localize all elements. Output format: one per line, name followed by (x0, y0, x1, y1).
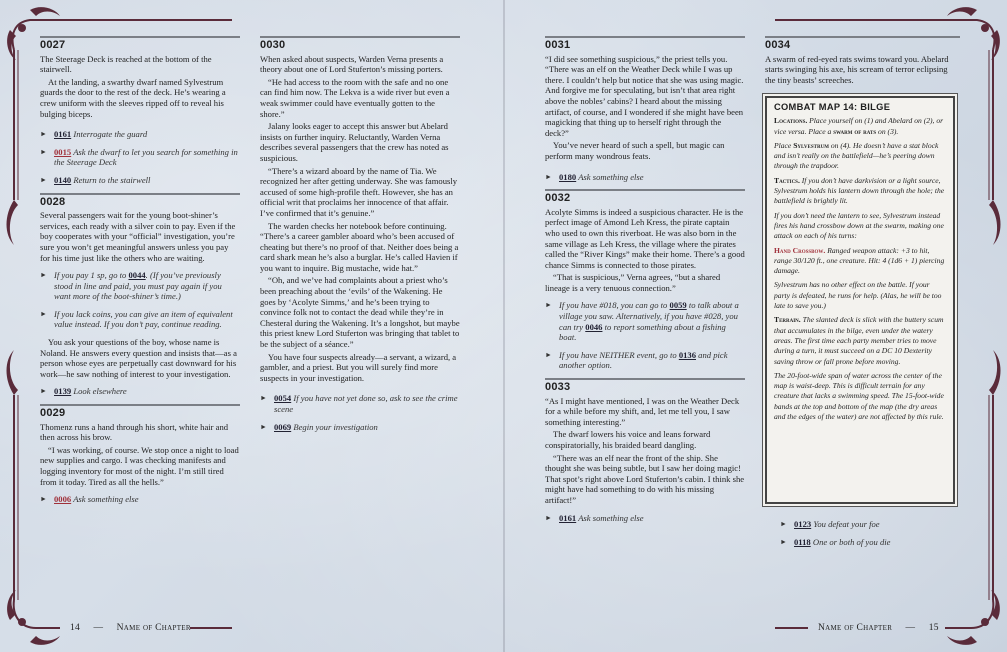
text: Place yourself on (1) and Abelard on (2), or vice versa. Place a (774, 116, 944, 136)
option-text: If you have NEITHER event, go to (559, 349, 677, 360)
option-text: If you have #018, you can go to (559, 300, 668, 311)
paragraph: Thomenz runs a hand through his short, white hair and then across his brow. (40, 421, 229, 443)
entry-header (765, 36, 960, 51)
arrow-icon: ► (40, 387, 47, 396)
entry-number: 0030 (260, 39, 286, 51)
option-ref[interactable]: 0140 (54, 174, 72, 185)
option-text: Look elsewhere (73, 386, 127, 397)
paragraph: The warden checks her notebook before continuing. “There’s a career gambler aboard who’s been accused of cheating but there’s no proof of that. Neither does being a card shark mean he’s also a burglar. He’s called Havien if you want to inquire. Big mustache, wide hat.” (260, 220, 459, 273)
option-text: Begin your investigation (293, 421, 378, 432)
paragraph: You have four suspects already—a servant, a wizard, a gambler, and a priest. But you will surely find more suspects in your investigation. (260, 351, 457, 383)
footer-right: Name of Chapter — 15 (818, 623, 939, 633)
option-link[interactable] (545, 350, 745, 371)
column-right-2 (765, 32, 960, 87)
arrow-icon: ► (40, 271, 47, 280)
option-text: Ask the dwarf to let you search for something in the Steerage Deck (54, 146, 238, 168)
label: Terrain. (774, 315, 801, 325)
text: on (4). He doesn’t have a stat block and isn’t really on the battlefield—he’s peering down through the trapdoor. (774, 140, 939, 171)
paragraph: “I was working, of course. We stop once a night to load new supplies and cargo. I was checking manifests and logging inventory for most of the night. I’m still tired from it today. Tired as all the hells.” (40, 444, 239, 487)
option-link[interactable] (40, 494, 240, 505)
option-ref[interactable]: 0123 (794, 519, 812, 529)
column-right-1 (545, 32, 745, 530)
label: swarm of rats (833, 126, 877, 136)
option-ref[interactable]: 0161 (54, 129, 72, 140)
entry-0034 (765, 36, 960, 85)
option-link[interactable] (545, 172, 745, 183)
option-text: Interrogate the guard (73, 129, 148, 140)
combat-terrain (774, 315, 946, 366)
paragraph: “I did see something suspicious,” the priest tells you. “There was an elf on the Weather Deck while I was up there. I couldn’t help but notice that she was using magic. And forgive me for speculating, but isn’t that area right above the nobles’ cabins? I heard about the missing artifact, of course, and I wondered if she might have been magicking that thing up to herself right through the deck?” (545, 53, 744, 138)
option-ref[interactable]: 0118 (794, 536, 811, 547)
option-link[interactable] (40, 175, 240, 186)
paragraph: “That is suspicious,” Verna agrees, “but a shared lineage is a very tenuous connection.” (545, 272, 721, 293)
option-text: If you pay 1 sp, go to (54, 270, 127, 281)
arrow-icon: ► (40, 309, 47, 318)
arrow-icon: ► (545, 513, 552, 522)
option-text: to report something about a fishing boat. (559, 321, 726, 343)
option-note (40, 309, 240, 330)
arrow-icon: ► (40, 495, 47, 504)
paragraph: You ask your questions of the boy, whose name is Noland. He answers every question and insists that—as a person whose eyes are perpetually cast downward for his work—he saw nothing of interest to your investigation. (40, 337, 237, 379)
label: Sylvestrum (793, 140, 829, 150)
text: Place (774, 140, 792, 150)
option-text: to talk about a village you saw. Alternatively, if you have #028, you can try (559, 300, 739, 332)
paragraph: “There was an elf near the front of the ship. She thought she was being subtle, but I saw her doing magic! That spot’s right above Lord Stuferton’s cabin. I think she might have had something to do with his missing artifact!” (545, 452, 745, 505)
text: The 20-foot-wide span of water across the center of the map is waist-deep. This is difficult terrain for any creature that lacks a swimming speed. The 15-foot-wide bands at the top and bottom of the map (the dry areas and the edges of the water) are not affected by this rule. (774, 370, 944, 422)
column-right-2-options (780, 512, 960, 554)
entry-number: 0032 (545, 192, 571, 205)
arrow-icon: ► (260, 394, 267, 403)
paragraph: A swarm of red-eyed rats swims toward you. Abelard starts swinging his axe, his scream of terror eclipsing the tiny beasts’ screeches. (765, 53, 949, 85)
arrow-icon: ► (780, 537, 787, 546)
combat-sylvestrum (774, 141, 946, 172)
option-ref[interactable]: 0180 (559, 171, 577, 182)
paragraph: “Oh, and we’ve had complaints about a priest who’s been preaching about the ‘evils’ of the Wakening. He goes by ‘Acolyte Simms,’ and he’s been trying to convince folk not to contact the dead while they’re in Chesteral during the Wakening. It’s a longshot, but maybe this priest knew Lord Stuferton was bringing that tablet to be the subject of a séance.” (260, 275, 460, 350)
option-ref[interactable]: 0015 (54, 146, 72, 157)
paragraph: The Steerage Deck is reached at the bottom of the stairwell. (40, 53, 212, 75)
entry-0033 (545, 378, 745, 523)
option-text: You defeat your foe (813, 519, 880, 529)
label: Hand Crossbow. (774, 245, 826, 255)
combat-tactics (774, 176, 946, 207)
option-link[interactable] (545, 513, 745, 524)
option-ref[interactable]: 0136 (678, 349, 696, 360)
option-ref[interactable]: 0006 (54, 494, 72, 505)
entry-0028 (40, 193, 240, 398)
option-link[interactable] (780, 537, 960, 548)
option-text: Ask something else (578, 171, 644, 182)
combat-tactics-2 (774, 211, 946, 242)
paragraph: At the landing, a swarthy dwarf named Sylvestrum guards the door to the rest of the deck. He’s wearing a crew uniform with the sleeves ripped off to reveal his bulging biceps. (40, 76, 226, 119)
arrow-icon: ► (40, 175, 47, 184)
arrow-icon: ► (260, 422, 267, 431)
option-text: Return to the stairwell (73, 174, 151, 185)
paragraph: Jalany looks eager to accept this answer but Abelard insists on further inquiry. Reluctantly, Warden Verna describes several passengers that the crew has noted as suspicious. (260, 121, 449, 163)
column-left-2 (260, 32, 460, 439)
option-link[interactable] (780, 519, 960, 530)
text: Ranged weapon attack: +3 to hit, range 30/120 ft., one creature. Hit: 4 (1d6 + 1) piercing damage. (774, 245, 945, 276)
label: Tactics. (774, 175, 800, 185)
label: Locations. (774, 116, 808, 126)
paragraph: Several passengers wait for the young boot-shiner’s services, each ready with a silver coin to pay. Even if the boy cooperates with your “official” investigation, you’re sure you won’t get meaningful answers unless you pay for his time just like the others who are waiting. (40, 210, 236, 263)
text: The slanted deck is slick with the buttery scum that accumulates in the bilge, even under the watery areas. The first time each party member tries to move during a turn, it must succeed on a DC 10 Dexterity saving throw or fall prone before moving. (774, 315, 944, 366)
entry-number: 0033 (545, 381, 571, 394)
paragraph: “As I might have mentioned, I was on the Weather Deck for a while before my shift, and, let me tell you, I saw something interesting.” (545, 395, 740, 427)
entry-number: 0027 (40, 39, 66, 51)
arrow-icon: ► (780, 520, 787, 528)
paragraph: You’ve never heard of such a spell, but magic can perform many wondrous feats. (545, 140, 725, 161)
text: on (3). (878, 126, 899, 136)
entry-number: 0029 (40, 407, 66, 420)
arrow-icon: ► (40, 147, 47, 156)
arrow-icon: ► (545, 172, 552, 181)
entry-header (545, 189, 745, 204)
entry-0027 (40, 36, 240, 186)
option-text: One or both of you die (812, 536, 891, 547)
entry-number: 0031 (545, 39, 571, 51)
option-ref[interactable]: 0139 (54, 386, 72, 397)
text: Sylvestrum has no other effect on the battle. If your party is defeated, he runs for help. (Alas, he will be too late to save you.) (774, 280, 942, 311)
arrow-icon: ► (545, 301, 552, 310)
entry-0029 (40, 404, 240, 505)
entry-header (260, 36, 460, 51)
entry-header (40, 404, 240, 419)
option-ref[interactable]: 0059 (669, 300, 687, 311)
combat-locations (774, 116, 946, 137)
option-ref[interactable]: 0044 (128, 270, 146, 281)
combat-terrain-2 (774, 371, 946, 422)
book-spine (503, 0, 505, 652)
option-text: and pick another option. (559, 349, 728, 371)
paragraph: When asked about suspects, Warden Verna presents a theory about one of Lord Stuferton’s missing porters. (260, 53, 444, 75)
footer-left: 14 — Name of Chapter (70, 623, 191, 633)
combat-title: COMBAT MAP 14: BILGE (774, 102, 891, 112)
option-text: . (If you’ve previously stood in line and paid, you must pay again if you want more of the boot-shiner’s time.) (54, 270, 222, 302)
paragraph: “There’s a wizard aboard by the name of Tia. We recognized her after getting underway. She was famously accused of some high-profile theft. However, she has an official writ that proclaims her innocence of that affair. I’ve confirmed that it’s genuine.” (260, 165, 458, 218)
entry-number: 0034 (765, 39, 791, 51)
combat-hand-crossbow (774, 246, 946, 277)
combat-sylvestrum-2 (774, 280, 946, 311)
entry-header (40, 193, 240, 208)
entry-0031 (545, 36, 745, 182)
option-text: Ask something else (578, 512, 644, 523)
option-text: If you have not yet done so, ask to see the crime scene (274, 393, 458, 414)
entry-header (545, 378, 745, 393)
entry-header (40, 36, 240, 51)
option-link[interactable] (260, 393, 460, 414)
option-link[interactable] (40, 386, 240, 397)
combat-map-box (765, 96, 955, 504)
option-ref[interactable]: 0161 (559, 512, 577, 523)
option-text: If you lack coins, you can give an item of equivalent value instead. If you don’t pay, continue reading. (54, 308, 233, 330)
arrow-icon: ► (545, 350, 552, 359)
option-link[interactable] (545, 300, 745, 342)
option-link[interactable] (40, 129, 240, 140)
text: If you don’t need the lantern to see, Sylvestrum instead fires his hand crossbow down at the swarm, making one attack on each of his turns: (774, 210, 944, 241)
option-link[interactable] (40, 270, 240, 302)
column-left-1 (40, 32, 240, 512)
option-link[interactable] (40, 147, 240, 168)
text: If you don’t have darkvision or a light source, Sylvestrum holds his lantern down through the hole; the battlefield is brightly lit. (774, 175, 945, 206)
option-link[interactable] (260, 422, 460, 433)
paragraph: The dwarf lowers his voice and leans forward conspiratorially, his braided beard dangling. (545, 429, 711, 450)
entry-0030 (260, 36, 460, 432)
arrow-icon: ► (40, 130, 47, 139)
option-ref[interactable]: 0069 (274, 421, 292, 432)
entry-header (545, 36, 745, 51)
entry-number: 0028 (40, 195, 66, 208)
paragraph: “He had access to the room with the safe and no one can find him now. The Lekva is a wide river but even a weak swimmer could have eventually gotten to the shore.” (260, 76, 450, 119)
paragraph: Acolyte Simms is indeed a suspicious character. He is the perfect image of Amond Leh Kress, the pirate captain who used to own this riverboat. He was also born in the same village as Leh Kress, the village where the pirates called the “River Kings” make their home. There’s a good chance Simms is connected to those pirates. (545, 206, 745, 270)
entry-0032 (545, 189, 745, 371)
option-ref[interactable]: 0054 (274, 393, 292, 404)
option-ref[interactable]: 0046 (585, 321, 603, 332)
option-text: Ask something else (73, 494, 139, 505)
